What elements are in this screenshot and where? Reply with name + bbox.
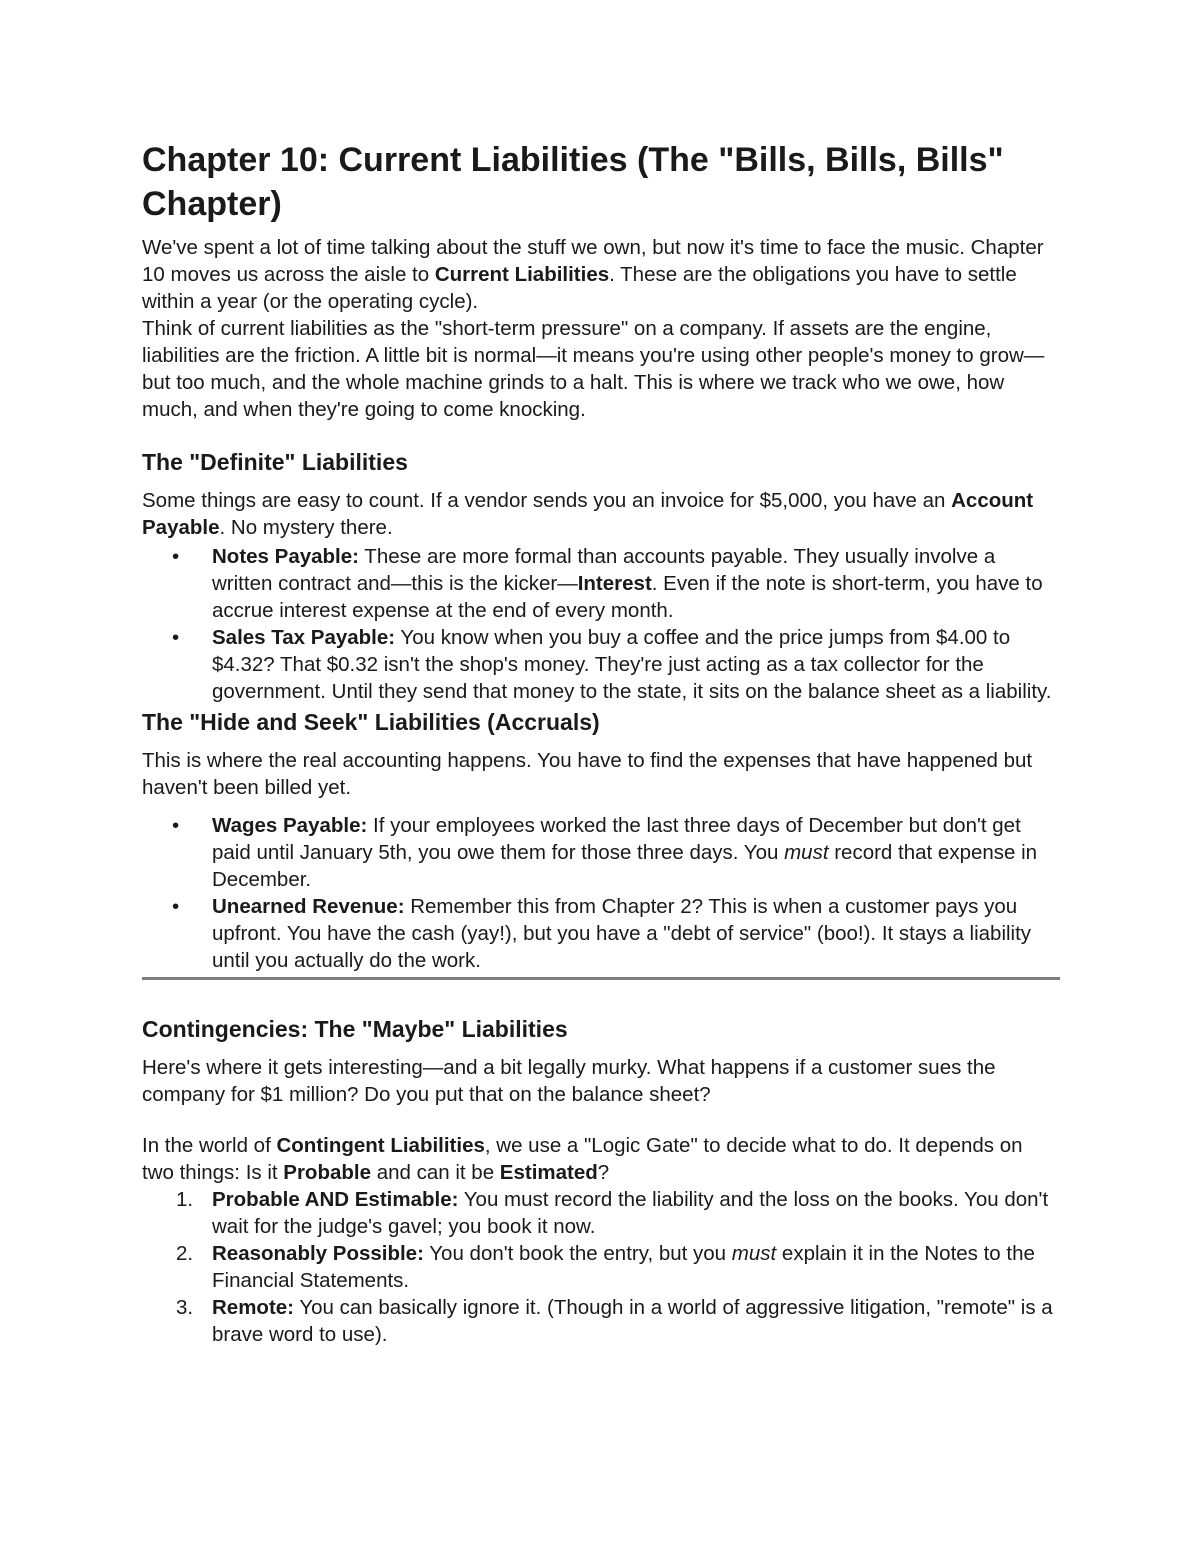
list-item-term: Notes Payable: — [212, 545, 359, 568]
list-item-text: explain it in the Notes to the Financial Statements. — [212, 1242, 1035, 1292]
contingencies-text: and can it be — [371, 1161, 500, 1184]
contingencies-bold: Estimated — [499, 1161, 598, 1184]
intro-bold-term: Current Liabilities — [434, 263, 610, 286]
bullet-marker: • — [172, 545, 180, 568]
horizontal-divider — [142, 977, 1060, 980]
list-item-term: Remote: — [212, 1296, 295, 1319]
bullet-marker: • — [172, 895, 180, 918]
contingencies-text: ? — [597, 1161, 610, 1184]
list-item-italic: must — [731, 1242, 777, 1265]
list-item-text: You know when you buy a coffee and the price jumps from $4.00 to $4.32? That $0.32 isn't the shop's money. They're just acting as a tax collector for the government. Until they send that money to the state, it sits on the balance sheet as a liability. — [212, 626, 1052, 703]
section-heading-accruals: The "Hide and Seek" Liabilities (Accruals) — [142, 709, 600, 735]
contingencies-list — [142, 1186, 1060, 1348]
list-item — [142, 1186, 1060, 1240]
number-marker: 2. — [176, 1242, 194, 1265]
list-item-italic: must — [784, 841, 829, 864]
accruals-list — [142, 812, 1060, 974]
contingencies-text: , we use a "Logic Gate" to decide what to do. It depends on two things: Is it — [142, 1134, 1023, 1184]
list-item — [142, 1294, 1060, 1348]
chapter-title: Chapter 10: Current Liabilities (The "Bills, Bills, Bills" Chapter) — [142, 141, 1004, 223]
intro-paragraph-2: Think of current liabilities as the "short-term pressure" on a company. If assets are the engine, liabilities are the friction. A little bit is normal—it means you're using other people's money to grow—but too much, and the whole machine grinds to a halt. This is where we track who we owe, how much, and when they're going to come knocking. — [142, 317, 1045, 421]
definite-bold-term: Account Payable — [142, 489, 1034, 539]
list-item-text: You don't book the entry, but you — [423, 1242, 732, 1265]
definite-list — [142, 543, 1060, 705]
list-item-bold: Interest — [577, 572, 652, 595]
list-item-term: Unearned Revenue: — [212, 895, 405, 918]
list-item-term: Reasonably Possible: — [212, 1242, 424, 1265]
list-item-term: Wages Payable: — [212, 814, 368, 837]
number-marker: 1. — [176, 1188, 194, 1211]
list-item-term: Probable AND Estimable: — [212, 1188, 459, 1211]
intro-text: We've spent a lot of time talking about the stuff we own, but now it's time to face the music. Chapter 10 moves us across the aisle to — [142, 236, 1044, 286]
contingencies-bold: Probable — [283, 1161, 371, 1184]
list-item — [142, 543, 1060, 624]
definite-text: Some things are easy to count. If a vendor sends you an invoice for $5,000, you have an — [142, 489, 952, 512]
number-marker: 3. — [176, 1296, 194, 1319]
section-heading-definite: The "Definite" Liabilities — [142, 449, 408, 475]
bullet-marker: • — [172, 626, 180, 649]
document-page — [142, 138, 1060, 1348]
list-item-text: record that expense in December. — [212, 841, 1038, 891]
list-item — [142, 812, 1060, 893]
list-item — [142, 1240, 1060, 1294]
definite-paragraph — [142, 487, 1060, 541]
bullet-marker: • — [172, 814, 180, 837]
list-item-term: Sales Tax Payable: — [212, 626, 396, 649]
section-heading-contingencies: Contingencies: The "Maybe" Liabilities — [142, 1016, 568, 1042]
contingencies-paragraph-1: Here's where it gets interesting—and a bit legally murky. What happens if a customer sues the company for $1 million? Do you put that on the balance sheet? — [142, 1056, 996, 1106]
list-item-text: Remember this from Chapter 2? This is when a customer pays you upfront. You have the cash (yay!), but you have a "debt of service" (boo!). It stays a liability until you actually do the work. — [212, 895, 1032, 972]
intro-text: . These are the obligations you have to settle within a year (or the operating cycle). — [142, 263, 1017, 313]
list-item — [142, 893, 1060, 974]
contingencies-text: In the world of — [142, 1134, 277, 1157]
list-item-text: . Even if the note is short-term, you have to accrue interest expense at the end of every month. — [212, 572, 1043, 622]
contingencies-bold: Contingent Liabilities — [276, 1134, 485, 1157]
accruals-paragraph: This is where the real accounting happens. You have to find the expenses that have happened but haven't been billed yet. — [142, 749, 1033, 799]
list-item — [142, 624, 1060, 705]
list-item-text: You can basically ignore it. (Though in a world of aggressive litigation, "remote" is a brave word to use). — [212, 1296, 1053, 1346]
list-item-text: If your employees worked the last three days of December but don't get paid until January 5th, you owe them for those three days. You — [212, 814, 1021, 864]
list-item-text: These are more formal than accounts payable. They usually involve a written contract and—this is the kicker— — [212, 545, 996, 595]
definite-text: . No mystery there. — [219, 516, 393, 539]
intro-paragraph-1 — [142, 234, 1060, 315]
contingencies-paragraph-2 — [142, 1132, 1060, 1186]
list-item-text: You must record the liability and the loss on the books. You don't wait for the judge's gavel; you book it now. — [212, 1188, 1049, 1238]
